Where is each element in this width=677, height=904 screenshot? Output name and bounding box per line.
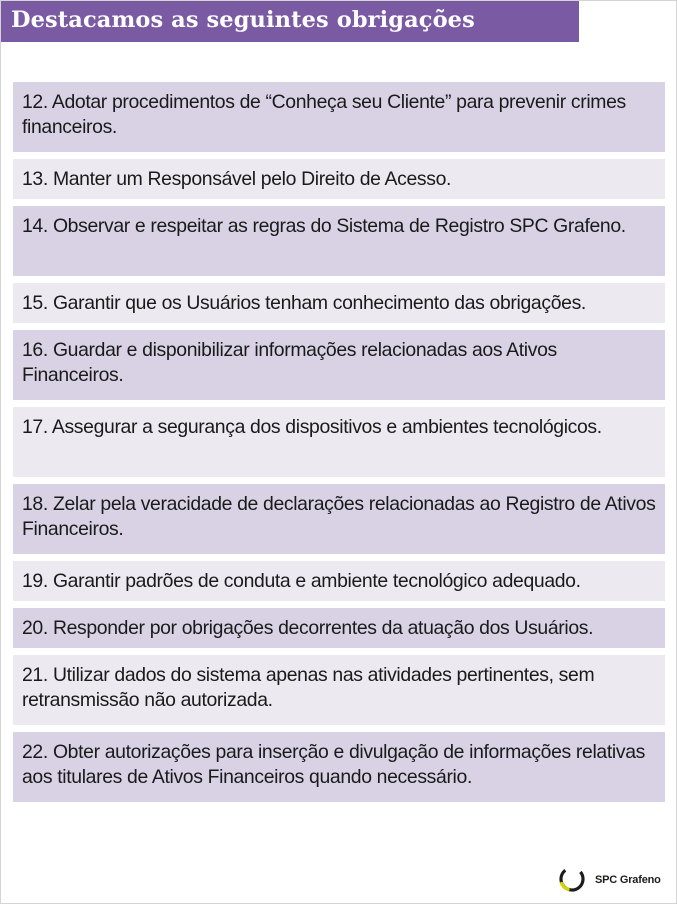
list-item: 20. Responder por obrigações decorrentes da atuação dos Usuários. (13, 608, 665, 648)
list-item: 18. Zelar pela veracidade de declarações relacionadas ao Registro de Ativos Financeiros. (13, 484, 665, 554)
list-item: 19. Garantir padrões de conduta e ambiente tecnológico adequado. (13, 561, 665, 601)
obligations-list (13, 82, 665, 809)
list-item: 14. Observar e respeitar as regras do Sistema de Registro SPC Grafeno. (13, 206, 665, 276)
page-title: Destacamos as seguintes obrigações (11, 7, 475, 33)
header-banner (1, 1, 579, 42)
list-item: 21. Utilizar dados do sistema apenas nas atividades pertinentes, sem retransmissão não autorizada. (13, 655, 665, 725)
list-item: 17. Assegurar a segurança dos dispositivos e ambientes tecnológicos. (13, 407, 665, 477)
spc-grafeno-logo (557, 864, 667, 896)
list-item: 22. Obter autorizações para inserção e divulgação de informações relativas aos titulares de Ativos Financeiros quando necessário. (13, 732, 665, 802)
list-item: 15. Garantir que os Usuários tenham conhecimento das obrigações. (13, 283, 665, 323)
logo-ring-icon (557, 864, 587, 894)
logo-text: SPC Grafeno (595, 874, 661, 886)
list-item: 16. Guardar e disponibilizar informações relacionadas aos Ativos Financeiros. (13, 330, 665, 400)
list-item: 13. Manter um Responsável pelo Direito de Acesso. (13, 159, 665, 199)
list-item: 12. Adotar procedimentos de “Conheça seu Cliente” para prevenir crimes financeiros. (13, 82, 665, 152)
